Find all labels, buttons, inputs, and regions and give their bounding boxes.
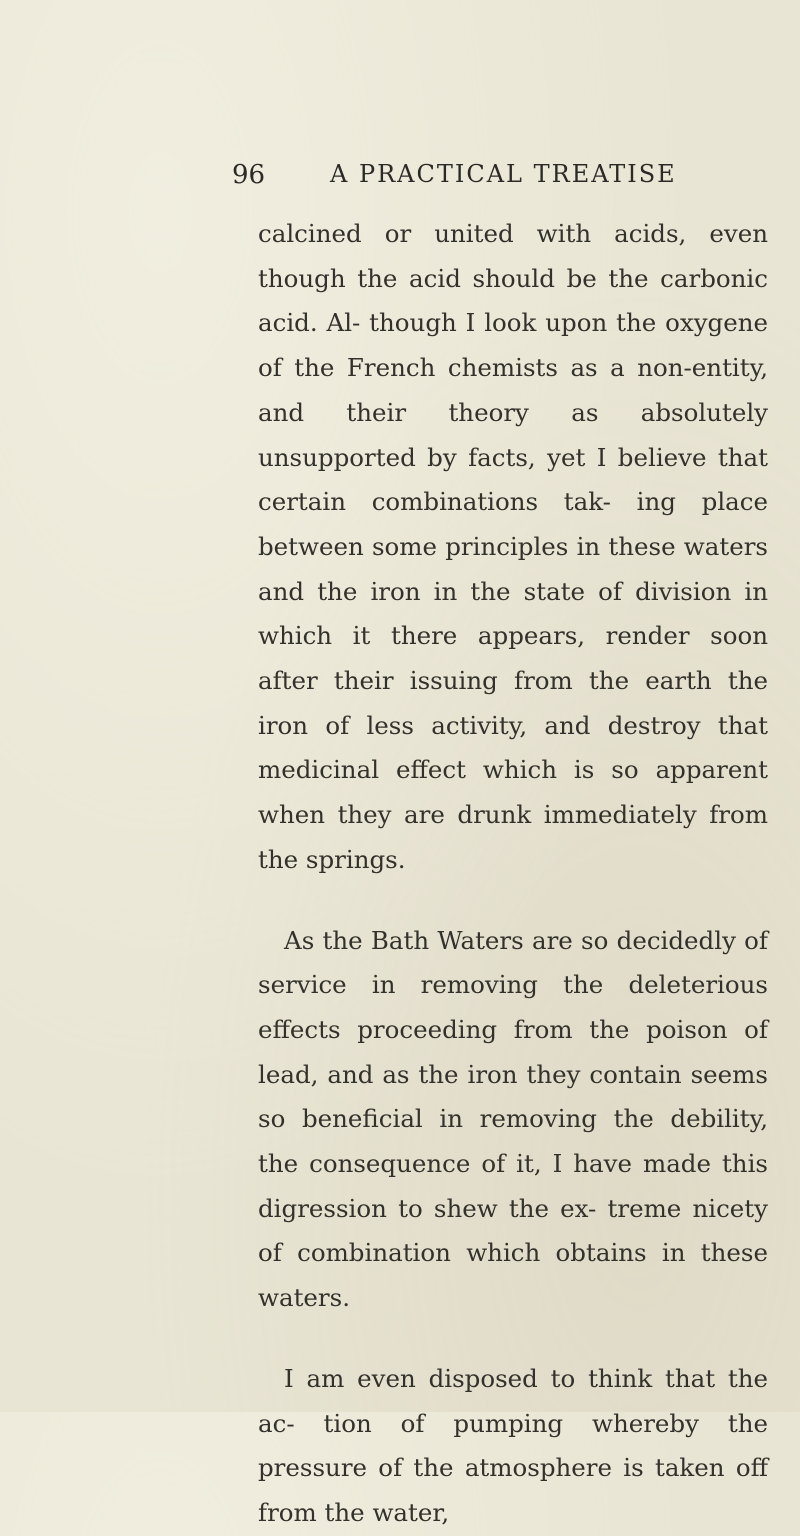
paragraph: As the Bath Waters are so decidedly of service in removing the deleterious effects proceeding from the poison of lead, and as the iron they contain seems so beneficial in removing the debility, the consequence of it, I have made this digression to shew the ex- treme nicety of combination which obtains in these waters. bbox=[258, 925, 768, 1313]
paragraph: calcined or united with acids, even though the acid should be the carbonic acid. Al- though I look upon the oxygene of the French chemists as a non-entity, and their theory as absolutely unsupported by facts, yet I believe that certain combinations tak- ing place between some principles in these waters and the iron in the state of division in which it there appears, render soon after their issuing from the earth the iron of less activity, and destroy that medicinal effect which is so apparent when they are drunk immediately from the springs. bbox=[258, 219, 768, 874]
running-title: A PRACTICAL TREATISE bbox=[330, 160, 677, 188]
body-text bbox=[258, 212, 768, 1536]
page-number: 96 bbox=[232, 160, 266, 190]
paragraph: I am even disposed to think that the ac- tion of pumping whereby the pressure of the atmosphere is taken off from the water, bbox=[258, 1363, 768, 1527]
